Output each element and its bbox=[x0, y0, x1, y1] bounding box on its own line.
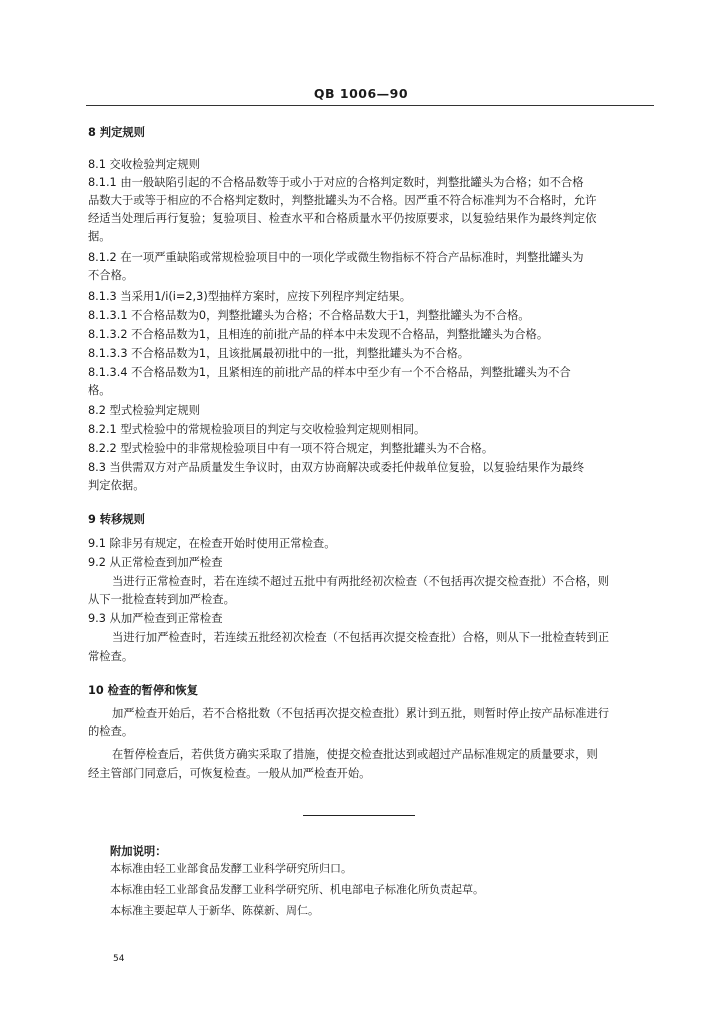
section-heading: 10 检查的暂停和恢复 bbox=[88, 684, 199, 697]
body-line: 不合格。 bbox=[88, 269, 134, 282]
body-line: 加严检查开始后，若不合格批数（不包括再次提交检查批）累计到五批，则暂时停止按产品标准进行 bbox=[112, 707, 610, 720]
body-line: 8.1.2 在一项严重缺陷或常规检验项目中的一项化学或微生物指标不符合产品标准时，判整批罐头为 bbox=[88, 251, 584, 264]
body-line: 8.1.3.1 不合格品数为0，判整批罐头为合格；不合格品数大于1，判整批罐头为不合格。 bbox=[88, 309, 530, 322]
body-line: 常检查。 bbox=[88, 650, 134, 663]
body-line: 在暂停检查后，若供货方确实采取了措施，使提交检查批达到或超过产品标准规定的质量要求，则 bbox=[112, 748, 598, 761]
note-line: 本标准主要起草人于新华、陈葆新、周仁。 bbox=[110, 904, 319, 917]
body-line: 8.1 交收检验判定规则 bbox=[88, 158, 200, 171]
body-line: 8.1.3 当采用1/i(i=2,3)型抽样方案时，应按下列程序判定结果。 bbox=[88, 290, 412, 303]
end-separator bbox=[303, 815, 415, 816]
body-line: 从下一批检查转到加严检查。 bbox=[88, 593, 235, 606]
note-title: 附加说明： bbox=[110, 845, 167, 858]
body-line: 据。 bbox=[88, 230, 111, 243]
body-line: 9.2 从正常检查到加严检查 bbox=[88, 556, 223, 569]
body-line: 经主管部门同意后，可恢复检查。一般从加严检查开始。 bbox=[88, 767, 371, 780]
body-line: 品数大于或等于相应的不合格判定数时，判整批罐头为不合格。因严重不符合标准判为不合格时，允许 bbox=[88, 194, 597, 207]
body-line: 8.2.1 型式检验中的常规检验项目的判定与交收检验判定规则相同。 bbox=[88, 423, 426, 436]
body-line: 8.3 当供需双方对产品质量发生争议时，由双方协商解决或委托仲裁单位复验，以复验结果作为最终 bbox=[88, 461, 585, 474]
header-rule bbox=[86, 105, 654, 106]
body-line: 8.2 型式检验判定规则 bbox=[88, 404, 200, 417]
page-number: 54 bbox=[113, 954, 125, 964]
body-line: 9.3 从加严检查到正常检查 bbox=[88, 612, 223, 625]
body-line: 格。 bbox=[88, 384, 111, 397]
section-heading: 9 转移规则 bbox=[88, 513, 145, 526]
body-line: 当进行加严检查时，若连续五批经初次检查（不包括再次提交检查批）合格，则从下一批检查转到正 bbox=[112, 631, 610, 644]
body-line: 当进行正常检查时，若在连续不超过五批中有两批经初次检查（不包括再次提交检查批）不合格，则 bbox=[112, 575, 610, 588]
body-line: 8.1.3.3 不合格品数为1，且该批属最初i批中的一批，判整批罐头为不合格。 bbox=[88, 347, 470, 360]
section-heading: 8 判定规则 bbox=[88, 126, 145, 139]
body-line: 经适当处理后再行复验；复验项目、检查水平和合格质量水平仍按原要求，以复验结果作为最终判定依 bbox=[88, 212, 597, 225]
body-line: 8.1.3.2 不合格品数为1，且相连的前i批产品的样本中未发现不合格品，判整批罐头为合格。 bbox=[88, 328, 549, 341]
note-line: 本标准由轻工业部食品发酵工业科学研究所归口。 bbox=[110, 862, 352, 875]
body-line: 的检查。 bbox=[88, 725, 134, 738]
body-line: 8.2.2 型式检验中的非常规检验项目中有一项不符合规定，判整批罐头为不合格。 bbox=[88, 442, 494, 455]
body-line: 9.1 除非另有规定，在检查开始时使用正常检查。 bbox=[88, 537, 336, 550]
note-line: 本标准由轻工业部食品发酵工业科学研究所、机电部电子标准化所负责起草。 bbox=[110, 883, 484, 896]
body-line: 8.1.1 由一般缺陷引起的不合格品数等于或小于对应的合格判定数时，判整批罐头为合格；如不合格 bbox=[88, 176, 584, 189]
body-line: 判定依据。 bbox=[88, 479, 145, 492]
page-header: QB 1006—90 bbox=[313, 86, 409, 101]
body-line: 8.1.3.4 不合格品数为1，且紧相连的前i批产品的样本中至少有一个不合格品，判整批罐头为不合 bbox=[88, 366, 571, 379]
